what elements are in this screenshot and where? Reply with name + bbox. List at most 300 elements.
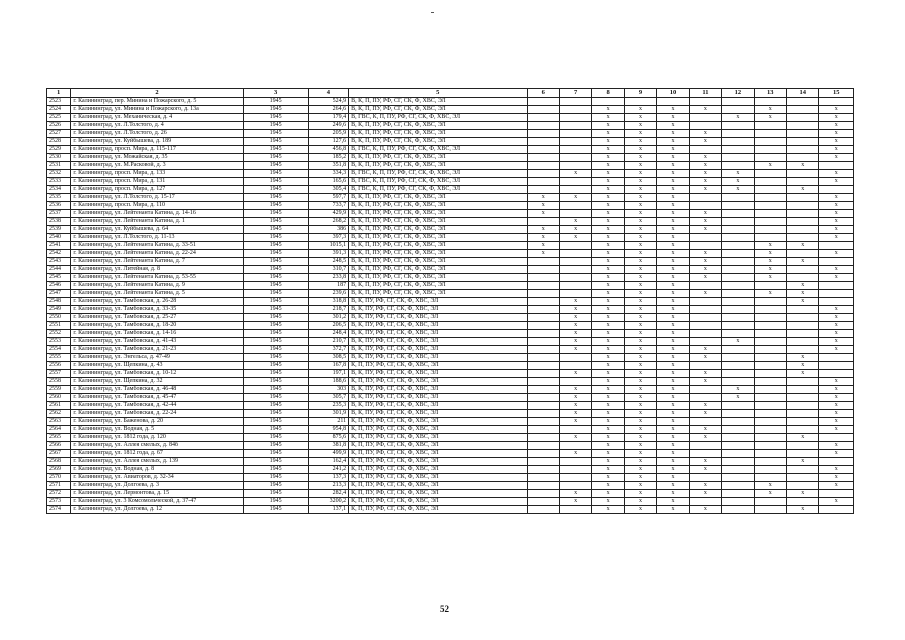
mark-cell: x <box>624 426 656 434</box>
mark-cell <box>754 122 786 130</box>
mark-cell: x <box>592 258 624 266</box>
mark-cell: x <box>754 114 786 122</box>
row-number: 2557 <box>47 370 71 378</box>
mark-cell <box>787 130 819 138</box>
mark-cell: x <box>592 138 624 146</box>
mark-cell: x <box>787 458 819 466</box>
year-cell: 1945 <box>243 442 308 450</box>
mark-cell <box>689 498 721 506</box>
table-row <box>47 370 854 378</box>
address-cell: г. Калининград, ул. Лермонтова, д. 15 <box>71 490 243 498</box>
mark-cell: x <box>592 194 624 202</box>
area-cell: 1015,1 <box>308 242 349 250</box>
mark-cell: x <box>657 418 689 426</box>
services-cell: В, К, ПУ, РФ, СГ, СК, Ф, ХВС, ЭЛ <box>349 386 527 394</box>
housing-register-table <box>46 88 854 514</box>
mark-cell <box>722 146 754 154</box>
row-number: 2561 <box>47 402 71 410</box>
mark-cell: x <box>819 202 854 210</box>
mark-cell: x <box>624 218 656 226</box>
mark-cell <box>787 394 819 402</box>
services-cell: В, К, П, ПУ, РФ, СГ, СК, Ф, ХВС, ЭЛ <box>349 290 527 298</box>
mark-cell: x <box>559 338 591 346</box>
mark-cell <box>787 338 819 346</box>
row-number: 2555 <box>47 354 71 362</box>
mark-cell: x <box>592 226 624 234</box>
area-cell: 264,6 <box>308 106 349 114</box>
mark-cell: x <box>657 202 689 210</box>
mark-cell: x <box>592 418 624 426</box>
mark-cell <box>689 242 721 250</box>
row-number: 2523 <box>47 98 71 106</box>
mark-cell: x <box>592 122 624 130</box>
mark-cell: x <box>657 322 689 330</box>
mark-cell: x <box>657 234 689 242</box>
mark-cell: x <box>787 298 819 306</box>
mark-cell <box>527 506 559 514</box>
table-row <box>47 290 854 298</box>
year-cell: 1945 <box>243 242 308 250</box>
mark-cell: x <box>819 338 854 346</box>
mark-cell: x <box>689 258 721 266</box>
year-cell: 1945 <box>243 298 308 306</box>
mark-cell <box>527 98 559 106</box>
mark-cell: x <box>657 458 689 466</box>
services-cell: В, К, П, ПУ, РФ, СГ, СК, Ф, ХВС, ЭЛ <box>349 194 527 202</box>
column-header: 15 <box>819 89 854 98</box>
mark-cell <box>527 298 559 306</box>
services-cell: К, П, ПУ, РФ, СГ, СК, Ф, ХВС, ЭЛ <box>349 450 527 458</box>
mark-cell: x <box>722 338 754 346</box>
address-cell: г. Калининград, ул. Лейтенанта Катина, д. 22-24 <box>71 250 243 258</box>
mark-cell <box>559 362 591 370</box>
mark-cell <box>754 474 786 482</box>
table-row <box>47 258 854 266</box>
area-cell: 524,9 <box>308 98 349 106</box>
mark-cell <box>787 218 819 226</box>
mark-cell: x <box>624 330 656 338</box>
mark-cell: x <box>657 410 689 418</box>
mark-cell: x <box>592 490 624 498</box>
area-cell: 305,4 <box>308 186 349 194</box>
table-row <box>47 282 854 290</box>
mark-cell <box>559 210 591 218</box>
year-cell: 1945 <box>243 450 308 458</box>
mark-cell: x <box>819 154 854 162</box>
mark-cell: x <box>657 194 689 202</box>
scan-speck <box>431 12 434 13</box>
mark-cell: x <box>559 394 591 402</box>
mark-cell <box>787 250 819 258</box>
table-row <box>47 410 854 418</box>
row-number: 2535 <box>47 194 71 202</box>
address-cell: г. Калининград, просп. Мира, д. 131 <box>71 178 243 186</box>
mark-cell: x <box>527 210 559 218</box>
address-cell: г. Калининград, ул. Л.Толстого, д. 15-17 <box>71 194 243 202</box>
mark-cell: x <box>624 506 656 514</box>
mark-cell <box>657 98 689 106</box>
mark-cell <box>689 314 721 322</box>
services-cell: В, К, ПУ, РФ, СГ, СК, Ф, ХВС, ЭЛ <box>349 322 527 330</box>
year-cell: 1945 <box>243 130 308 138</box>
mark-cell: x <box>657 482 689 490</box>
year-cell: 1945 <box>243 170 308 178</box>
mark-cell: x <box>657 210 689 218</box>
row-number: 2537 <box>47 210 71 218</box>
year-cell: 1945 <box>243 402 308 410</box>
mark-cell: x <box>559 306 591 314</box>
services-cell: К, П, ПУ, РФ, СГ, СК, Ф, ХВС, ЭЛ <box>349 490 527 498</box>
address-cell: г. Калининград, ул. Куйбышева, д. 189 <box>71 138 243 146</box>
row-number: 2562 <box>47 410 71 418</box>
mark-cell <box>722 218 754 226</box>
mark-cell: x <box>819 482 854 490</box>
mark-cell: x <box>657 290 689 298</box>
mark-cell: x <box>657 474 689 482</box>
mark-cell: x <box>624 306 656 314</box>
mark-cell: x <box>819 274 854 282</box>
year-cell: 1945 <box>243 418 308 426</box>
mark-cell: x <box>657 106 689 114</box>
mark-cell <box>527 266 559 274</box>
table-row <box>47 354 854 362</box>
mark-cell <box>722 506 754 514</box>
row-number: 2540 <box>47 234 71 242</box>
mark-cell: x <box>657 490 689 498</box>
mark-cell <box>559 146 591 154</box>
address-cell: г. Калининград, пер. Минина и Пожарского, д. 5 <box>71 98 243 106</box>
mark-cell: x <box>624 130 656 138</box>
table-row <box>47 394 854 402</box>
mark-cell <box>787 498 819 506</box>
row-number: 2545 <box>47 274 71 282</box>
mark-cell <box>819 370 854 378</box>
mark-cell: x <box>689 466 721 474</box>
mark-cell: x <box>592 186 624 194</box>
mark-cell: x <box>657 402 689 410</box>
mark-cell: x <box>657 346 689 354</box>
mark-cell: x <box>689 434 721 442</box>
mark-cell: x <box>624 266 656 274</box>
address-cell: г. Калининград, ул. Тамбовская, д. 33-35 <box>71 306 243 314</box>
mark-cell <box>527 338 559 346</box>
column-header: 11 <box>689 89 721 98</box>
column-header: 14 <box>787 89 819 98</box>
mark-cell <box>754 210 786 218</box>
mark-cell: x <box>722 394 754 402</box>
mark-cell <box>559 114 591 122</box>
mark-cell <box>722 418 754 426</box>
mark-cell <box>527 274 559 282</box>
row-number: 2560 <box>47 394 71 402</box>
year-cell: 1945 <box>243 322 308 330</box>
year-cell: 1945 <box>243 210 308 218</box>
mark-cell: x <box>657 162 689 170</box>
mark-cell <box>722 210 754 218</box>
address-cell: г. Калининград, ул. Литейная, д. 8 <box>71 266 243 274</box>
area-cell: 241,2 <box>308 466 349 474</box>
mark-cell <box>754 506 786 514</box>
mark-cell <box>527 426 559 434</box>
mark-cell <box>722 306 754 314</box>
area-cell: 137,1 <box>308 506 349 514</box>
services-cell: В, К, П, ПУ, РФ, СГ, СК, Ф, ХВС, ЭЛ <box>349 162 527 170</box>
services-cell: В, К, П, ПУ, РФ, СГ, СК, Ф, ХВС, ЭЛ <box>349 226 527 234</box>
year-cell: 1945 <box>243 434 308 442</box>
mark-cell <box>527 306 559 314</box>
mark-cell: x <box>819 306 854 314</box>
mark-cell <box>787 138 819 146</box>
mark-cell: x <box>592 402 624 410</box>
mark-cell: x <box>819 346 854 354</box>
table-row <box>47 114 854 122</box>
row-number: 2554 <box>47 346 71 354</box>
mark-cell <box>787 466 819 474</box>
mark-cell: x <box>592 354 624 362</box>
row-number: 2552 <box>47 330 71 338</box>
area-cell: 167,8 <box>308 362 349 370</box>
mark-cell <box>722 498 754 506</box>
address-cell: г. Калининград, ул. Механическая, д. 4 <box>71 114 243 122</box>
mark-cell <box>754 322 786 330</box>
services-cell: В, К, П, ПУ, РФ, СГ, СК, Ф, ХВС, ЭЛ <box>349 274 527 282</box>
services-cell: В, ГВС, К, П, ПУ, РФ, СГ, СК, Ф, ХВС, ЭЛ <box>349 178 527 186</box>
mark-cell <box>754 386 786 394</box>
mark-cell <box>754 186 786 194</box>
mark-cell: x <box>624 282 656 290</box>
area-cell: 197,1 <box>308 370 349 378</box>
services-cell: В, ГВС, К, П, ПУ, РФ, СГ, СК, Ф, ХВС, ЭЛ <box>349 186 527 194</box>
mark-cell: x <box>592 498 624 506</box>
year-cell: 1945 <box>243 234 308 242</box>
address-cell: г. Калининград, ул. Тамбовская, д. 42-44 <box>71 402 243 410</box>
table-row <box>47 154 854 162</box>
table-row <box>47 426 854 434</box>
table-row <box>47 186 854 194</box>
mark-cell: x <box>657 146 689 154</box>
mark-cell <box>722 202 754 210</box>
services-cell: В, К, П, ПУ, РФ, СГ, СК, Ф, ХВС, ЭЛ <box>349 122 527 130</box>
table-row <box>47 474 854 482</box>
mark-cell: x <box>819 314 854 322</box>
area-cell: 187 <box>308 282 349 290</box>
mark-cell: x <box>819 234 854 242</box>
mark-cell: x <box>819 122 854 130</box>
mark-cell: x <box>657 242 689 250</box>
address-cell: г. Калининград, ул. Лейтенанта Катина, д. 1 <box>71 218 243 226</box>
mark-cell <box>559 258 591 266</box>
mark-cell <box>527 370 559 378</box>
mark-cell <box>527 178 559 186</box>
mark-cell: x <box>657 218 689 226</box>
year-cell: 1945 <box>243 250 308 258</box>
mark-cell: x <box>689 458 721 466</box>
year-cell: 1945 <box>243 258 308 266</box>
row-number: 2532 <box>47 170 71 178</box>
mark-cell: x <box>657 114 689 122</box>
mark-cell: x <box>592 362 624 370</box>
year-cell: 1945 <box>243 362 308 370</box>
mark-cell <box>787 122 819 130</box>
mark-cell: x <box>657 154 689 162</box>
mark-cell <box>559 442 591 450</box>
area-cell: 205,9 <box>308 130 349 138</box>
mark-cell: x <box>787 282 819 290</box>
mark-cell: x <box>624 138 656 146</box>
row-number: 2559 <box>47 386 71 394</box>
mark-cell <box>722 290 754 298</box>
mark-cell: x <box>689 106 721 114</box>
mark-cell: x <box>592 458 624 466</box>
mark-cell <box>754 138 786 146</box>
area-cell: 301,2 <box>308 314 349 322</box>
mark-cell: x <box>624 202 656 210</box>
area-cell: 206,5 <box>308 322 349 330</box>
year-cell: 1945 <box>243 178 308 186</box>
row-number: 2563 <box>47 418 71 426</box>
mark-cell <box>559 106 591 114</box>
address-cell: г. Калининград, ул. Тамбовская, д. 18-20 <box>71 322 243 330</box>
mark-cell <box>754 202 786 210</box>
table-row <box>47 122 854 130</box>
mark-cell <box>819 282 854 290</box>
mark-cell <box>754 130 786 138</box>
mark-cell: x <box>624 498 656 506</box>
row-number: 2541 <box>47 242 71 250</box>
mark-cell: x <box>559 402 591 410</box>
mark-cell <box>722 450 754 458</box>
table-row <box>47 298 854 306</box>
area-cell: 456,8 <box>308 146 349 154</box>
mark-cell: x <box>787 290 819 298</box>
mark-cell: x <box>592 394 624 402</box>
mark-cell <box>624 98 656 106</box>
services-cell: В, К, П, ПУ, РФ, СГ, СК, Ф, ХВС, ЭЛ <box>349 138 527 146</box>
mark-cell: x <box>722 386 754 394</box>
row-number: 2553 <box>47 338 71 346</box>
mark-cell <box>527 378 559 386</box>
mark-cell: x <box>657 274 689 282</box>
mark-cell <box>787 314 819 322</box>
row-number: 2568 <box>47 458 71 466</box>
services-cell: В, К, ПУ, РФ, СГ, СК, Ф, ХВС, ЭЛ <box>349 402 527 410</box>
mark-cell <box>527 314 559 322</box>
year-cell: 1945 <box>243 346 308 354</box>
mark-cell: x <box>592 474 624 482</box>
area-cell: 282,4 <box>308 490 349 498</box>
mark-cell: x <box>722 186 754 194</box>
mark-cell <box>754 146 786 154</box>
mark-cell: x <box>624 386 656 394</box>
mark-cell: x <box>624 242 656 250</box>
mark-cell <box>787 402 819 410</box>
mark-cell: x <box>592 154 624 162</box>
mark-cell <box>559 354 591 362</box>
mark-cell <box>722 458 754 466</box>
mark-cell <box>754 354 786 362</box>
area-cell: 127,6 <box>308 138 349 146</box>
table-row <box>47 322 854 330</box>
mark-cell <box>787 146 819 154</box>
year-cell: 1945 <box>243 138 308 146</box>
services-cell: В, К, ПУ, РФ, СГ, СК, Ф, ХВС, ЭЛ <box>349 354 527 362</box>
mark-cell <box>722 266 754 274</box>
year-cell: 1945 <box>243 506 308 514</box>
table-row <box>47 226 854 234</box>
area-cell: 248,4 <box>308 330 349 338</box>
mark-cell <box>754 330 786 338</box>
row-number: 2564 <box>47 426 71 434</box>
mark-cell: x <box>819 194 854 202</box>
mark-cell <box>527 258 559 266</box>
mark-cell: x <box>592 442 624 450</box>
table-row <box>47 378 854 386</box>
row-number: 2556 <box>47 362 71 370</box>
mark-cell: x <box>559 434 591 442</box>
year-cell: 1945 <box>243 338 308 346</box>
services-cell: В, К, П, ПУ, РФ, СГ, СК, Ф, ХВС, ЭЛ <box>349 250 527 258</box>
table-row <box>47 434 854 442</box>
mark-cell: x <box>657 354 689 362</box>
mark-cell: x <box>689 186 721 194</box>
mark-cell <box>527 170 559 178</box>
mark-cell: x <box>787 506 819 514</box>
mark-cell <box>722 98 754 106</box>
mark-cell: x <box>657 386 689 394</box>
mark-cell: x <box>592 266 624 274</box>
area-cell: 499,9 <box>308 450 349 458</box>
mark-cell: x <box>689 178 721 186</box>
mark-cell: x <box>819 386 854 394</box>
mark-cell: x <box>624 154 656 162</box>
row-number: 2572 <box>47 490 71 498</box>
mark-cell: x <box>819 466 854 474</box>
mark-cell: x <box>689 354 721 362</box>
mark-cell: x <box>657 442 689 450</box>
mark-cell <box>527 106 559 114</box>
year-cell: 1945 <box>243 202 308 210</box>
mark-cell: x <box>559 322 591 330</box>
mark-cell: x <box>559 218 591 226</box>
area-cell: 233,8 <box>308 274 349 282</box>
mark-cell <box>527 418 559 426</box>
mark-cell <box>722 474 754 482</box>
mark-cell <box>787 266 819 274</box>
address-cell: г. Калининград, ул. Тамбовская, д. 14-16 <box>71 330 243 338</box>
table-row <box>47 338 854 346</box>
mark-cell <box>722 354 754 362</box>
mark-cell: x <box>624 450 656 458</box>
year-cell: 1945 <box>243 306 308 314</box>
mark-cell <box>559 290 591 298</box>
mark-cell: x <box>592 210 624 218</box>
table-row <box>47 98 854 106</box>
mark-cell <box>689 306 721 314</box>
mark-cell: x <box>592 250 624 258</box>
area-cell: 185,2 <box>308 154 349 162</box>
table-row <box>47 386 854 394</box>
mark-cell <box>787 234 819 242</box>
area-cell: 137,3 <box>308 474 349 482</box>
mark-cell: x <box>592 450 624 458</box>
mark-cell <box>559 154 591 162</box>
mark-cell: x <box>624 146 656 154</box>
mark-cell <box>527 162 559 170</box>
area-cell: 733,7 <box>308 202 349 210</box>
mark-cell <box>527 466 559 474</box>
mark-cell: x <box>787 242 819 250</box>
mark-cell <box>527 354 559 362</box>
